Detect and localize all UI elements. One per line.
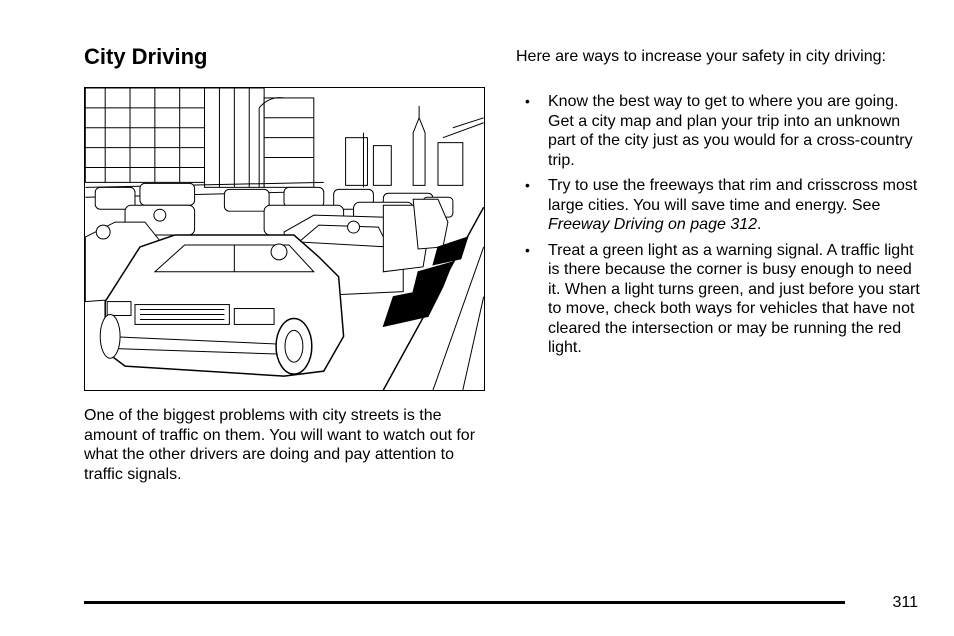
safety-tips-list xyxy=(516,92,920,364)
intro-paragraph: One of the biggest problems with city streets is the amount of traffic on them. You will want to watch out for what the other drivers are doing and pay attention to traffic signals. xyxy=(84,407,476,483)
section-heading: City Driving xyxy=(84,44,208,69)
bullet-icon: • xyxy=(525,93,530,109)
list-item-text-after: . xyxy=(757,216,762,233)
list-item-text: Treat a green light as a warning signal. A traffic light is there because the corner is busy enough to need it. When a light turns green, and just before you start to move, check both ways for vehicles that have not cleared the intersection or may be running the red light. xyxy=(548,241,920,356)
bullet-icon: • xyxy=(525,177,530,193)
list-item-text xyxy=(548,177,917,233)
list-item xyxy=(516,241,920,358)
list-item xyxy=(516,176,920,235)
list-item-text: Know the best way to get to where you are going. Get a city map and plan your trip into an unknown part of the city just as you would for a cross-country trip. xyxy=(548,93,913,169)
footer-rule xyxy=(84,601,845,604)
city-traffic-illustration xyxy=(84,87,485,391)
freeway-driving-reference[interactable]: Freeway Driving on page 312 xyxy=(548,216,758,233)
list-item-text-before: Try to use the freeways that rim and crisscross most large cities. You will save time and energy. See xyxy=(548,177,918,214)
page-number: 311 xyxy=(892,594,918,611)
safety-intro: Here are ways to increase your safety in city driving: xyxy=(516,48,886,65)
list-item xyxy=(516,92,920,170)
bullet-icon: • xyxy=(525,241,530,258)
city-traffic-drawing xyxy=(85,88,484,390)
